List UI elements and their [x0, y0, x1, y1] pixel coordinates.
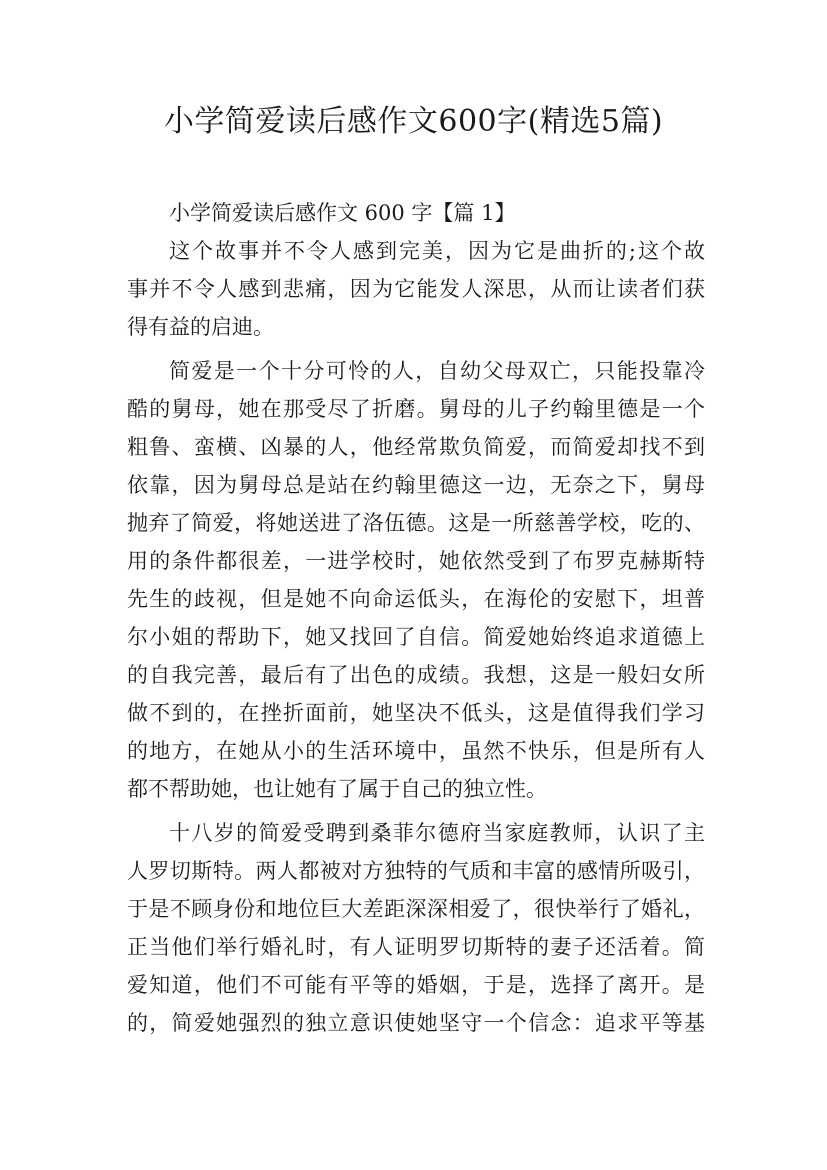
paragraph-line: 这个故事并不令人感到完美，因为它是曲折的;这个故: [169, 239, 705, 263]
paragraph: [127, 232, 705, 346]
paragraph-line: 的自我完善，最后有了出色的成绩。我想，这是一般妇女所: [127, 663, 705, 687]
document-body: [127, 194, 705, 1042]
paragraph-line: 先生的歧视，但是她不向命运低头，在海伦的安慰下，坦普: [127, 587, 705, 611]
paragraph-line: 爱知道，他们不可能有平等的婚姻，于是，选择了离开。是: [127, 973, 705, 997]
paragraph-line: 的地方，在她从小的生活环境中，虽然不快乐，但是所有人: [127, 739, 705, 763]
document-title: 小学简爱读后感作文600字(精选5篇): [163, 104, 664, 139]
paragraph-line: 依靠，因为舅母总是站在约翰里德这一边，无奈之下，舅母: [127, 473, 705, 497]
paragraph-line: 做不到的，在挫折面前，她坚决不低头，这是值得我们学习: [127, 701, 705, 725]
paragraph-line: 得有益的启迪。: [127, 315, 274, 339]
paragraph-line: 都不帮助她，也让她有了属于自己的独立性。: [127, 777, 547, 801]
paragraph-line: 粗鲁、蛮横、凶暴的人，他经常欺负简爱，而简爱却找不到: [127, 435, 705, 459]
paragraph-line: 的，简爱她强烈的独立意识使她坚守一个信念：追求平等基: [127, 1011, 705, 1035]
section-heading: 小学简爱读后感作文 600 字【篇 1】: [169, 201, 516, 225]
paragraph-line: 于是不顾身份和地位巨大差距深深相爱了，很快举行了婚礼，: [127, 897, 705, 921]
paragraph: [127, 814, 705, 1042]
paragraph-line: 用的条件都很差，一进学校时，她依然受到了布罗克赫斯特: [127, 549, 705, 573]
paragraph-line: 人罗切斯特。两人都被对方独特的气质和丰富的感情所吸引，: [127, 859, 705, 883]
paragraph-line: 正当他们举行婚礼时，有人证明罗切斯特的妻子还活着。简: [127, 935, 705, 959]
paragraph: [127, 352, 705, 808]
paragraph-line: 尔小姐的帮助下，她又找回了自信。简爱她始终追求道德上: [127, 625, 705, 649]
paragraph-line: 简爱是一个十分可怜的人，自幼父母双亡，只能投靠冷: [169, 359, 705, 383]
paragraph-line: 酷的舅母，她在那受尽了折磨。舅母的儿子约翰里德是一个: [127, 397, 705, 421]
paragraph-line: 事并不令人感到悲痛，因为它能发人深思，从而让读者们获: [127, 277, 705, 301]
paragraph-line: 十八岁的简爱受聘到桑菲尔德府当家庭教师，认识了主: [169, 821, 705, 845]
paragraph-line: 抛弃了简爱，将她送进了洛伍德。这是一所慈善学校，吃的、: [127, 511, 705, 535]
